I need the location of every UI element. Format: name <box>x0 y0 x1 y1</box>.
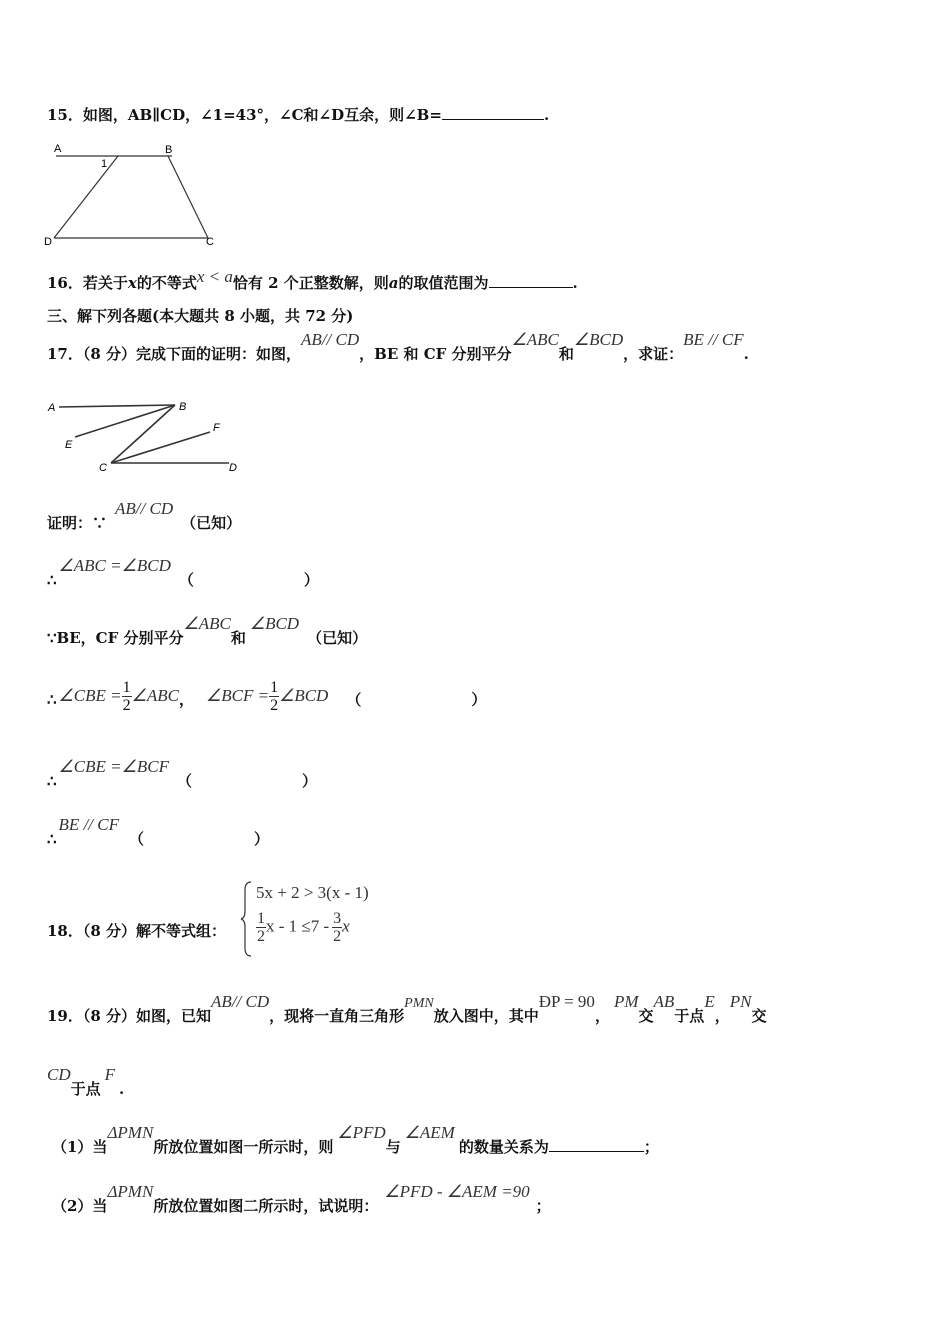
fraction <box>256 910 266 945</box>
numerator: 3 <box>333 910 342 927</box>
answer-blank <box>549 1137 644 1152</box>
q17-part: 17．（8 分）完成下面的证明：如图， <box>47 345 302 363</box>
label-d: D <box>44 236 52 248</box>
q19-part: 19．（8 分）如图，已知 <box>47 1007 212 1025</box>
q19-part: 于点 <box>674 1007 705 1025</box>
proof-math: ∠CBE =∠BCF <box>58 757 169 776</box>
var-a: a <box>388 274 399 292</box>
q19-part: 于点 <box>70 1080 101 1098</box>
label-b: B <box>179 401 187 413</box>
brace-icon <box>240 880 254 958</box>
proof-text: ∵BE，CF 分别平分 <box>47 629 184 647</box>
q19-part: （1）当 <box>52 1138 108 1156</box>
segment-ad-side <box>54 156 118 238</box>
math: ∠PFD - ∠AEM =90 <box>384 1182 530 1201</box>
proof-math: AB// CD <box>115 499 174 518</box>
label-b: B <box>165 144 173 156</box>
q19-part: 放入图中，其中 <box>433 1007 539 1025</box>
math: E <box>704 992 715 1011</box>
q18-text: 18．（8 分）解不等式组： <box>47 922 227 940</box>
segment-be <box>75 405 175 437</box>
numerator: 1 <box>122 679 131 696</box>
q16-text <box>47 267 578 293</box>
math-angle-abc: ∠ABC <box>511 330 559 349</box>
reason-close: ） <box>254 830 270 848</box>
q19-part: 所放位置如图一所示时，则 <box>153 1138 334 1156</box>
proof-text: 证明：∵ <box>47 514 108 532</box>
q19-part: ， <box>594 1007 610 1025</box>
fraction <box>332 910 342 945</box>
label-d: D <box>229 462 237 474</box>
proof-text: ∴ <box>47 830 57 848</box>
proof-reason: （已知） <box>307 629 368 647</box>
q17-part: ，BE 和 CF 分别平分 <box>359 345 512 363</box>
q17-part: ，求证： <box>623 345 684 363</box>
math: ∠AEM <box>404 1123 455 1142</box>
answer-blank <box>442 105 544 120</box>
proof-text: 和 <box>230 629 246 647</box>
q19-part: 所放位置如图二所示时，试说明： <box>153 1197 379 1215</box>
q19-part-2 <box>52 1182 551 1216</box>
proof-text: ∴ <box>47 772 57 790</box>
fraction-half <box>269 679 279 714</box>
math: ÐP = 90 <box>538 992 595 1011</box>
inequality: x < a <box>196 267 233 286</box>
proof-math: ∠BCD <box>249 614 300 633</box>
denominator: 2 <box>257 928 265 945</box>
proof-line-1 <box>47 499 242 533</box>
proof-text: ∴ <box>47 571 57 589</box>
q19-part: （2）当 <box>52 1197 108 1215</box>
math: ΔPMN <box>107 1123 154 1142</box>
q19-part: 的数量关系为 <box>458 1138 549 1156</box>
reason-open: （ <box>129 830 145 848</box>
q18-row-1: 5x + 2 > 3(x - 1) <box>256 883 369 902</box>
proof-text: ∴ <box>47 690 57 709</box>
denominator: 2 <box>333 928 342 945</box>
q17-part: 和 <box>558 345 574 363</box>
proof-line-5 <box>47 757 317 791</box>
q19-part: 交 <box>751 1007 767 1025</box>
label-a: A <box>54 143 62 155</box>
math: AB <box>653 992 675 1011</box>
q19-part: ， <box>714 1007 730 1025</box>
math: PN <box>729 992 752 1011</box>
segment-ab <box>59 405 175 407</box>
proof-math: ∠CBE = <box>58 685 122 705</box>
expr: x - 1 ≤7 - <box>266 916 330 936</box>
q19-part-1 <box>52 1123 659 1157</box>
q15-figure <box>40 140 230 252</box>
q19-part: 与 <box>385 1138 401 1156</box>
q19-period: . <box>119 1080 125 1098</box>
segment-bc <box>111 405 175 463</box>
math: ∠PFD <box>337 1123 386 1142</box>
proof-math: ∠BCF = <box>206 685 270 705</box>
proof-line-4 <box>47 679 487 718</box>
math-angle-bcd: ∠BCD <box>573 330 624 349</box>
proof-math: ∠ABC <box>183 614 231 633</box>
label-e: E <box>65 439 73 451</box>
reason-close: ） <box>471 690 487 709</box>
proof-math: ∠ABC <box>131 685 179 705</box>
math: PMN <box>404 996 434 1011</box>
label-f: F <box>213 422 220 434</box>
label-c: C <box>99 462 107 474</box>
label-c: C <box>206 236 214 248</box>
q19-part: 交 <box>638 1007 654 1025</box>
var-x: x <box>127 274 137 292</box>
q16-part: 的取值范围为 <box>398 274 489 292</box>
proof-math: BE // CF <box>58 815 119 834</box>
q16-part: 恰有 2 个正整数解，则 <box>232 274 389 292</box>
q19-text <box>47 992 767 1026</box>
reason-close: ） <box>303 571 319 589</box>
label-a: A <box>48 402 56 414</box>
math: ΔPMN <box>107 1182 154 1201</box>
q19-part: ，现将一直角三角形 <box>269 1007 405 1025</box>
math: PM <box>613 992 639 1011</box>
proof-line-6 <box>47 815 270 849</box>
q19-text-cont <box>47 1065 125 1099</box>
proof-text: ， <box>178 690 194 709</box>
segment-bc <box>168 156 208 238</box>
q15-stem: 15．如图，AB∥CD，∠1=43°，∠C和∠D互余，则∠B= <box>47 106 442 124</box>
q17-text <box>47 330 749 364</box>
proof-line-3 <box>47 614 368 648</box>
proof-line-2 <box>47 556 319 590</box>
numerator: 1 <box>257 910 265 927</box>
math: CD <box>47 1065 71 1084</box>
numerator: 1 <box>270 679 279 696</box>
reason-open: （ <box>178 571 194 589</box>
proof-reason: （已知） <box>181 514 242 532</box>
fraction-half <box>122 679 132 714</box>
q17-figure <box>45 395 255 477</box>
denominator: 2 <box>270 697 279 714</box>
proof-math: ∠ABC =∠BCD <box>58 556 171 575</box>
reason-open: （ <box>176 772 192 790</box>
q19-part: ； <box>535 1197 551 1215</box>
section-heading: 三、解下列各题(本大题共 8 小题，共 72 分) <box>47 307 354 325</box>
q16-part: 的不等式 <box>136 274 197 292</box>
proof-math: ∠BCD <box>279 685 329 705</box>
answer-blank <box>489 273 573 288</box>
math-be-parallel-cf: BE // CF <box>683 330 744 349</box>
denominator: 2 <box>122 697 131 714</box>
segment-cf <box>111 432 210 463</box>
q16-part: 16．若关于 <box>47 274 128 292</box>
q15-text <box>47 104 549 125</box>
reason-close: ） <box>301 772 317 790</box>
q16-period: . <box>572 274 578 292</box>
q15-period: . <box>543 106 550 124</box>
q19-part: ； <box>643 1138 659 1156</box>
label-1: 1 <box>101 158 108 170</box>
q17-period: . <box>743 345 749 363</box>
math: F <box>104 1065 116 1084</box>
math: AB// CD <box>211 992 270 1011</box>
var-x: x <box>342 916 350 936</box>
q18-row-2 <box>256 910 350 945</box>
reason-open: （ <box>346 690 362 709</box>
math-ab-parallel-cd: AB// CD <box>301 330 360 349</box>
